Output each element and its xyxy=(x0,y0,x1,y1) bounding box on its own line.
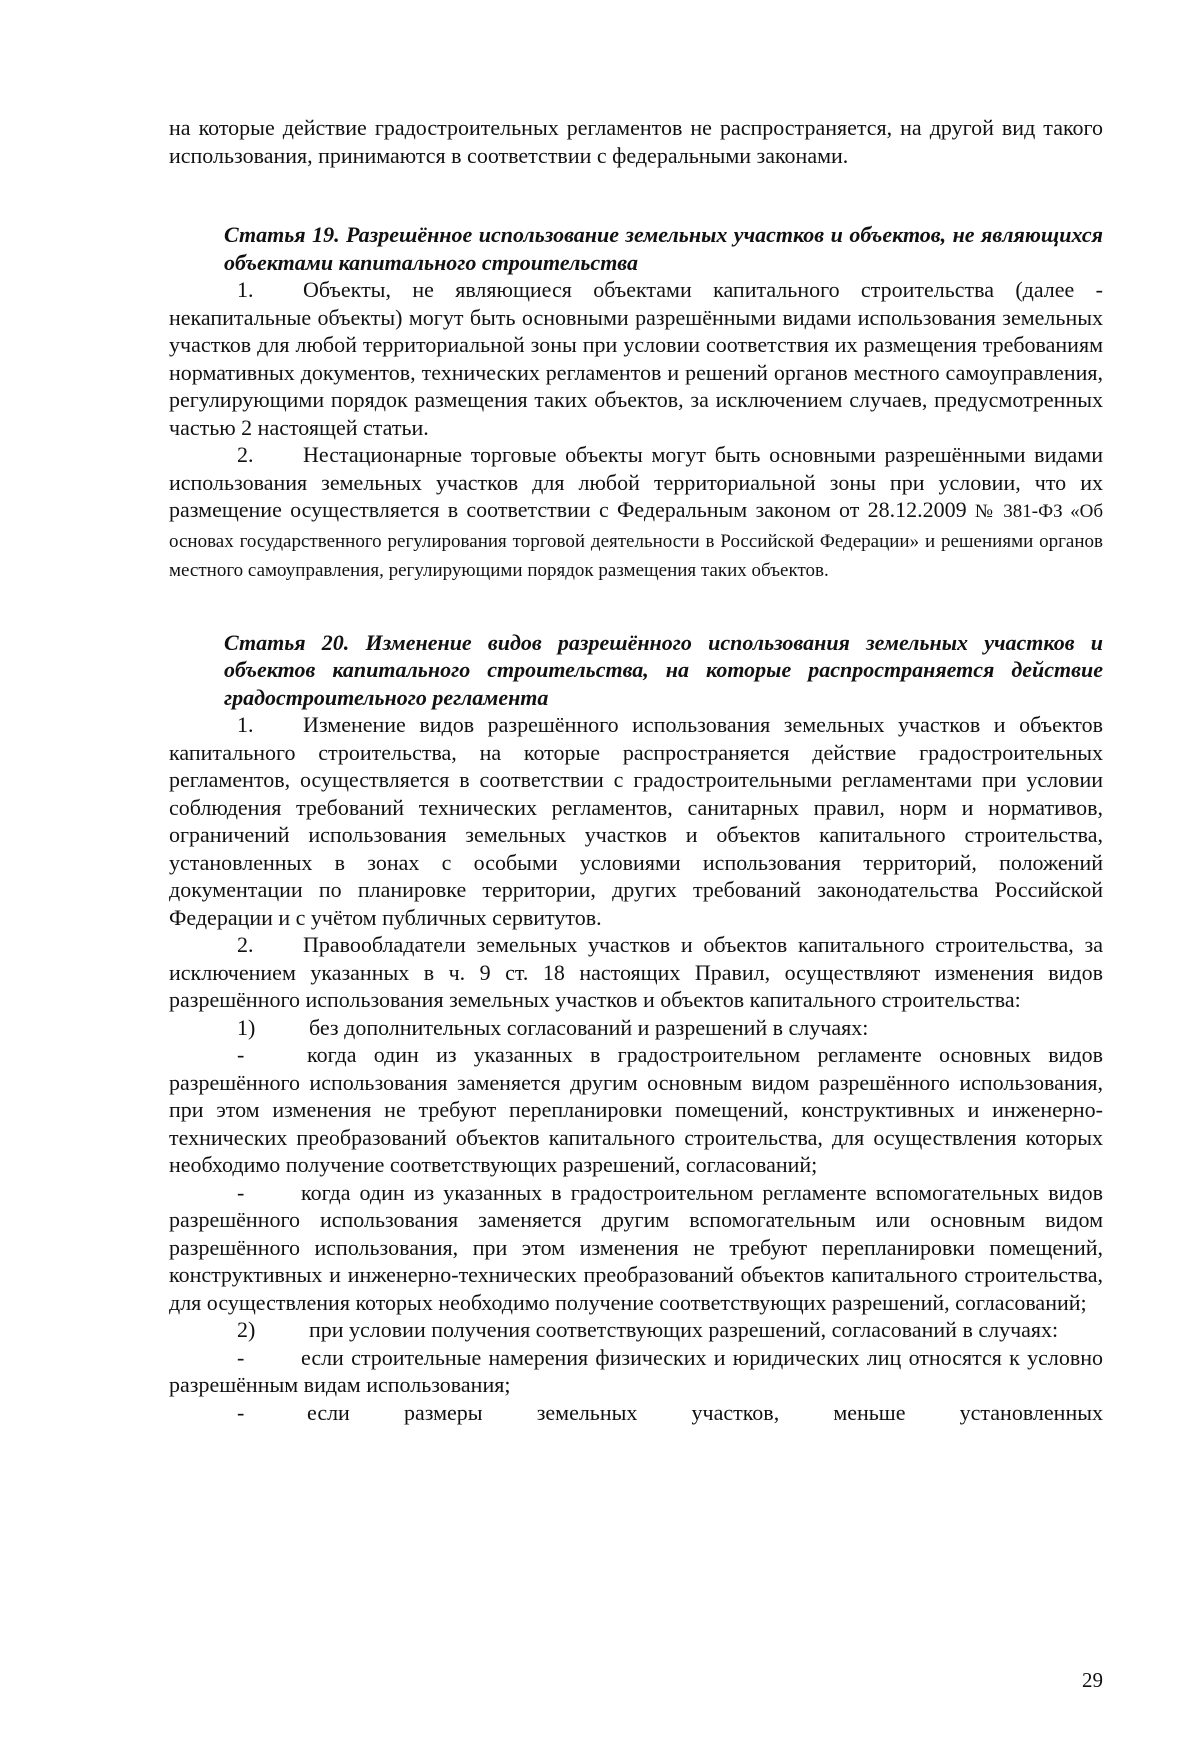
subitem-2 xyxy=(169,1316,1103,1344)
article-20-title: Статья 20. Изменение видов разрешённого использования земельных участков и объектов капитального строительства, на которые распространяется действие градостроительного регламента xyxy=(224,629,1103,710)
subitem-1-dash-2 xyxy=(169,1179,1103,1317)
subitem-2-dash-2 xyxy=(169,1399,1103,1427)
subitem-number: 2) xyxy=(237,1317,256,1342)
dash-text: когда один из указанных в градостроительном регламенте основных видов разрешённого использования заменяется другим основным видом разрешённого использования, при этом изменения не требуют перепланировки помещений, конструктивных и инженерно-технических преобразований объектов капитального строительства, для осуществления которых необходимо получение соответствующих разрешений, согласований; xyxy=(169,1042,1103,1177)
item-text: Объекты, не являющиеся объектами капитального строительства (далее - некапитальные объекты) могут быть основными разрешёнными видами использования земельных участков для любой территориальной зоны при условии соответствия их размещения требованиям нормативных документов, технических регламентов и решений органов местного самоуправления, регулирующими порядок размещения таких объектов, за исключением случаев, предусмотренных частью 2 настоящей статьи. xyxy=(169,277,1103,440)
article-20-item-1 xyxy=(169,711,1103,931)
subitem-2-dash-1 xyxy=(169,1344,1103,1399)
dash-text: если размеры земельных участков, меньше установленных xyxy=(307,1399,1103,1425)
item-text: Правообладатели земельных участков и объектов капитального строительства, за исключением указанных в ч. 9 ст. 18 настоящих Правил, осуществляют изменения видов разрешённого использования земельных участков и объектов капитального строительства: xyxy=(169,932,1103,1012)
article-19-item-1 xyxy=(169,276,1103,441)
item-number: 2. xyxy=(237,442,254,467)
dash-marker: - xyxy=(237,1399,245,1425)
item-number: 1. xyxy=(237,277,254,302)
subitem-number: 1) xyxy=(237,1014,256,1040)
subitem-text: при условии получения соответствующих разрешений, согласований в случаях: xyxy=(309,1317,1059,1342)
dash-marker: - xyxy=(237,1179,245,1205)
article-19-item-2 xyxy=(169,441,1103,585)
dash-text: если строительные намерения физических и юридических лиц относятся к условно разрешённым видам использования; xyxy=(169,1344,1103,1397)
item-number: 2. xyxy=(237,932,254,957)
item-number: 1. xyxy=(237,712,254,737)
item-text: Изменение видов разрешённого использования земельных участков и объектов капитального строительства, на которые распространяется действие градостроительных регламентов, осуществляется в соответствии с градостроительными регламентами при условии соблюдения требований технических регламентов, санитарных правил, норм и нормативов, ограничений использования земельных участков и объектов капитального строительства, установленных в зонах с особыми условиями использования территорий, положений документации по планировке территории, других требований законодательства Российской Федерации и с учётом публичных сервитутов. xyxy=(169,712,1103,930)
dash-marker: - xyxy=(237,1344,245,1370)
page-number: 29 xyxy=(1082,1668,1103,1692)
subitem-1 xyxy=(169,1014,1103,1042)
article-20-item-2 xyxy=(169,931,1103,1014)
intro-paragraph: на которые действие градостроительных регламентов не распространяется, на другой вид такого использования, принимаются в соответствии с федеральными законами. xyxy=(169,115,1103,168)
item-text-small: № 381-ФЗ «Об основах государственного регулирования торговой деятельности в Российской Федерации» и решениями органов местного самоуправления, регулирующими порядок размещения таких объектов. xyxy=(169,501,1104,581)
dash-text: когда один из указанных в градостроительном регламенте вспомогательных видов разрешённого использования заменяется другим вспомогательным или основным видом разрешённого использования, при этом изменения не требуют перепланировки помещений, конструктивных и инженерно-технических преобразований объектов капитального строительства, для осуществления которых необходимо получение соответствующих разрешений, согласований; xyxy=(169,1179,1103,1315)
subitem-text: без дополнительных согласований и разрешений в случаях: xyxy=(309,1014,869,1040)
item-text: Нестационарные торговые объекты могут быть основными разрешёнными видами использования земельных участков для любой территориальной зоны при условии, что их размещение осуществляется в соответствии с Федеральным законом от 28.12.2009 xyxy=(169,442,1103,522)
article-19-title: Статья 19. Разрешённое использование земельных участков и объектов, не являющихся объектами капитального строительства xyxy=(224,222,1103,275)
dash-marker: - xyxy=(237,1042,245,1067)
document-page xyxy=(169,114,1103,1426)
subitem-1-dash-1 xyxy=(169,1041,1103,1179)
